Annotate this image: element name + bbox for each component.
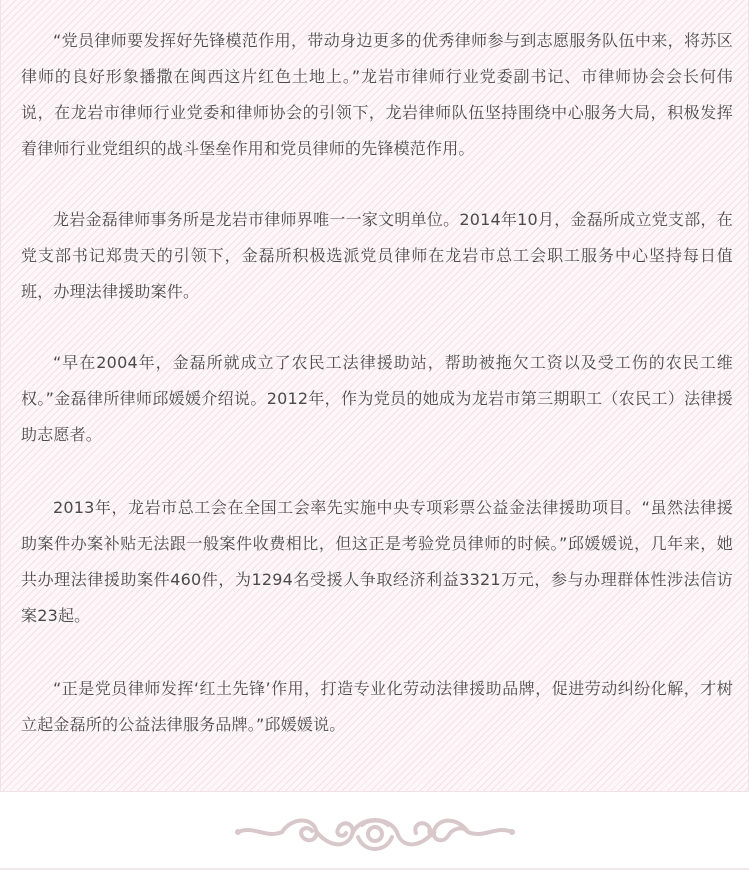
scroll-flourish-icon	[232, 803, 518, 861]
paragraph-3: “早在2004年，金磊所就成立了农民工法律援助站，帮助被拖欠工资以及受工伤的农民工维权。”金磊律所律师邱媛媛介绍说。2012年，作为党员的她成为龙岩市第三期职工（农民工）法律援助志愿者。	[21, 353, 733, 444]
paragraph-1: “党员律师要发挥好先锋模范作用，带动身边更多的优秀律师参与到志愿服务队伍中来，将苏区律师的良好形象播撒在闽西这片红色土地上。”龙岩市律师行业党委副书记、市律师协会会长何伟说，在龙岩市律师行业党委和律师协会的引领下，龙岩律师队伍坚持围绕中心服务大局，积极发挥着律师行业党组织的战斗堡垒作用和党员律师的先锋模范作用。	[21, 31, 733, 158]
paragraph-5: “正是党员律师发挥‘红土先锋’作用，打造专业化劳动法律援助品牌，促进劳动纠纷化解，才树立起金磊所的公益法律服务品牌。”邱媛媛说。	[21, 679, 733, 734]
paragraph-4: 2013年，龙岩市总工会在全国工会率先实施中央专项彩票公益金法律援助项目。“虽然法律援助案件办案补贴无法跟一般案件收费相比，但这正是考验党员律师的时候。”邱媛媛说，几年来，她共办理法律援助案件460件，为1294名受援人争取经济利益3321万元，参与办理群体性涉法信访案23起。	[21, 498, 733, 625]
paragraph-2: 龙岩金磊律师事务所是龙岩市律师界唯一一家文明单位。2014年10月，金磊所成立党支部，在党支部书记郑贵天的引领下，金磊所积极选派党员律师在龙岩市总工会职工服务中心坚持每日值班，办理法律援助案件。	[21, 210, 733, 301]
